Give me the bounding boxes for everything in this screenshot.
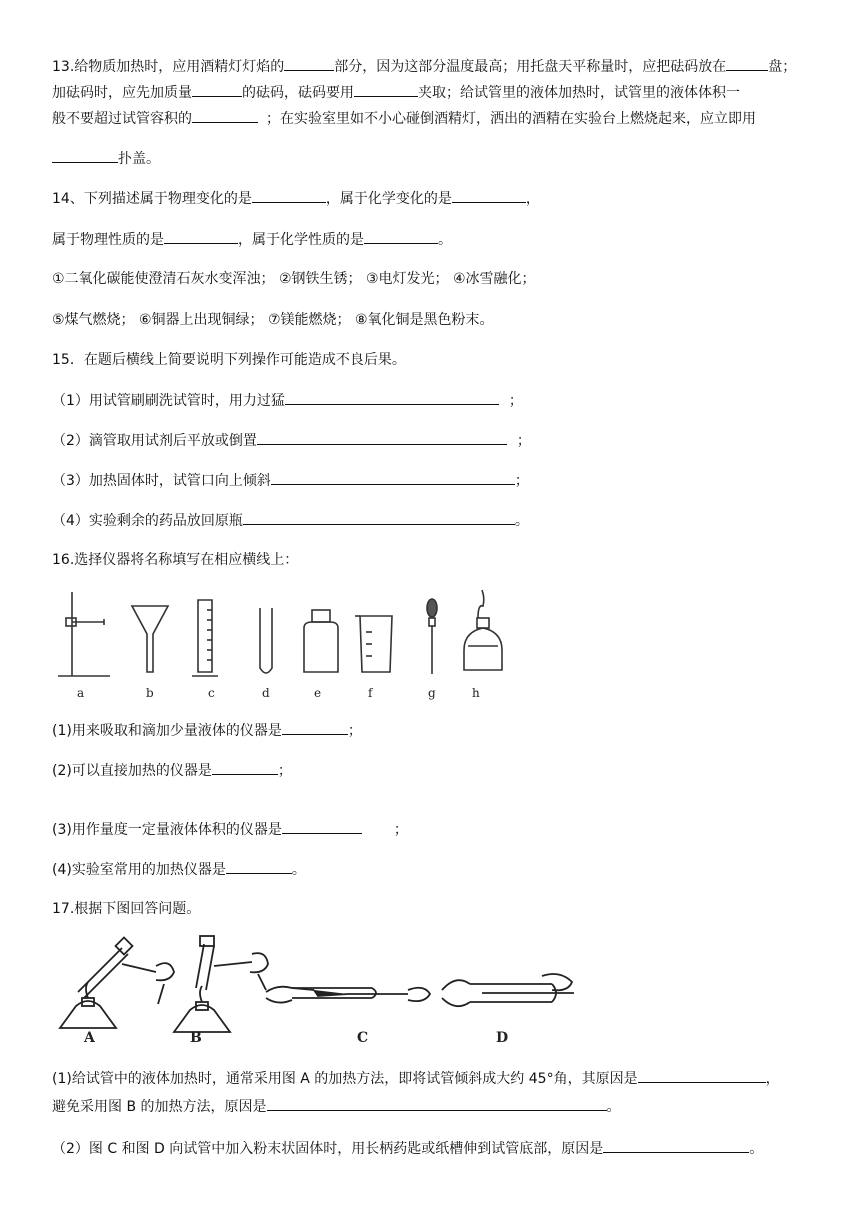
q16-label-e: e <box>314 686 322 700</box>
q16-title: 16.选择仪器将名称填写在相应横线上： <box>52 552 299 568</box>
q13-text-1c: 盘； <box>768 59 797 75</box>
q15-item-2-text: （2）滴管取用试剂后平放或倒置 <box>52 433 257 449</box>
q15-item-3-end: ； <box>514 473 529 489</box>
upright-tube-heating-icon <box>174 936 268 1032</box>
q13-line-3 <box>52 108 756 129</box>
q13-text-2c: 夹取；给试管里的液体加热时，试管里的液体体积一 <box>418 85 740 101</box>
iron-stand-icon <box>58 592 110 676</box>
q16-label-a: a <box>77 686 85 700</box>
q15-blank-4[interactable] <box>243 510 515 525</box>
q16-instruments-figure <box>52 584 532 704</box>
q17-part-2-end: 。 <box>749 1141 764 1157</box>
q13-text-4b: 扑盖。 <box>118 151 160 167</box>
q16-sub-1-text: (1)用来吸取和滴加少量液体的仪器是 <box>52 723 282 739</box>
tilted-tube-heating-icon <box>60 938 174 1028</box>
q13-text-1b: 部分，因为这部分温度最高；用托盘天平称量时，应把砝码放在 <box>334 59 727 75</box>
q16-sub-3 <box>52 819 408 840</box>
q14-blank-chemical-change[interactable] <box>452 188 526 203</box>
q16-blank-1[interactable] <box>282 720 348 735</box>
q16-sub-4 <box>52 859 306 880</box>
alcohol-lamp-icon <box>464 590 502 670</box>
q17-part-1-text: (1)给试管中的液体加热时，通常采用图 A 的加热方法，即将试管倾斜成大约 45°角，其原因是 <box>52 1071 638 1087</box>
q17-part-1-line-2 <box>52 1096 621 1117</box>
q15-item-1-end: ； <box>508 393 523 409</box>
q14-text-1c: ， <box>525 191 540 207</box>
q17-label-C: C <box>357 1030 369 1046</box>
q14-options-1: ①二氧化碳能使澄清石灰水变浑浊； ②钢铁生锈； ③电灯发光； ④冰雪融化； <box>52 271 536 287</box>
q16-sub-3-text: (3)用作量度一定量液体体积的仪器是 <box>52 822 282 838</box>
q16-sub-3-end: ； <box>393 822 408 838</box>
q14-blank-chemical-property[interactable] <box>364 229 438 244</box>
q17-part-1b-text: 避免采用图 B 的加热方法，原因是 <box>52 1099 267 1115</box>
q16-sub-1 <box>52 720 362 741</box>
paper-trough-into-tube-icon <box>442 974 574 1006</box>
q16-label-h: h <box>472 686 480 700</box>
q13-text-1a: 13.给物质加热时，应用酒精灯灯焰的 <box>52 59 285 75</box>
q16-blank-2[interactable] <box>212 760 278 775</box>
q15-item-1-text: （1）用试管刷刷洗试管时，用力过猛 <box>52 393 285 409</box>
q17-part-1-end: ， <box>765 1071 780 1087</box>
q13-text-3a: 般不要超过试管容积的 <box>52 111 192 127</box>
q16-sub-1-end: ； <box>347 723 362 739</box>
q15-blank-2[interactable] <box>257 430 507 445</box>
q16-sub-4-text: (4)实验室常用的加热仪器是 <box>52 862 226 878</box>
q15-item-3 <box>52 470 529 491</box>
measuring-cylinder-icon <box>192 600 218 676</box>
q14-text-2c: 。 <box>438 232 452 248</box>
q16-sub-2-end: ； <box>277 763 292 779</box>
q16-label-f: f <box>368 686 373 700</box>
q13-blank-mass[interactable] <box>192 82 242 97</box>
q15-item-2-end: ； <box>516 433 531 449</box>
q15-item-1 <box>52 390 523 411</box>
spatula-into-tube-icon <box>266 987 430 1003</box>
q13-text-2a: 加砝码时，应先加质量 <box>52 85 192 101</box>
q16-label-g: g <box>428 686 436 700</box>
q16-sub-2 <box>52 760 292 781</box>
q13-blank-cover[interactable] <box>52 148 118 163</box>
funnel-icon <box>132 606 168 672</box>
q13-blank-pan[interactable] <box>726 56 768 71</box>
q17-part-1-line-1 <box>52 1068 780 1089</box>
q14-line-2 <box>52 229 452 250</box>
q17-part-1b-end: 。 <box>606 1099 621 1115</box>
q15-item-4-text: （4）实验剩余的药品放回原瓶 <box>52 513 243 529</box>
q15-item-3-text: （3）加热固体时，试管口向上倾斜 <box>52 473 271 489</box>
q16-label-b: b <box>146 686 154 700</box>
q17-title: 17.根据下图回答问题。 <box>52 901 201 917</box>
q13-blank-flame-part[interactable] <box>284 56 334 71</box>
q14-text-1b: ，属于化学变化的是 <box>325 191 452 207</box>
q14-line-1 <box>52 188 540 209</box>
q14-text-2b: ，属于化学性质的是 <box>238 232 364 248</box>
q16-blank-3[interactable] <box>282 819 362 834</box>
q13-blank-volume[interactable] <box>192 108 258 123</box>
q14-options-2: ⑤煤气燃烧； ⑥铜器上出现铜绿； ⑦镁能燃烧； ⑧氧化铜是黑色粉末。 <box>52 312 494 328</box>
q15-blank-3[interactable] <box>271 470 515 485</box>
q14-text-2a: 属于物理性质的是 <box>52 232 164 248</box>
dropper-icon <box>427 599 437 674</box>
q16-sub-4-end: 。 <box>291 862 306 878</box>
q17-label-A: A <box>84 1030 95 1046</box>
q13-line-2 <box>52 82 740 103</box>
beaker-icon <box>355 616 392 672</box>
q13-blank-tool[interactable] <box>354 82 418 97</box>
q16-label-c: c <box>208 686 215 700</box>
q16-blank-4[interactable] <box>226 859 292 874</box>
q13-text-3b: ；在实验室里如不小心碰倒酒精灯，洒出的酒精在实验台上燃烧起来，应立即用 <box>266 111 756 127</box>
q17-blank-reason-B[interactable] <box>267 1096 607 1111</box>
test-tube-icon <box>260 608 272 673</box>
q15-title: 15．在题后横线上简要说明下列操作可能造成不良后果。 <box>52 352 406 368</box>
q17-heating-figure <box>52 932 582 1040</box>
q17-blank-reason-CD[interactable] <box>603 1138 749 1153</box>
q16-sub-2-text: (2)可以直接加热的仪器是 <box>52 763 212 779</box>
q15-blank-1[interactable] <box>285 390 499 405</box>
q17-blank-reason-A[interactable] <box>638 1068 766 1083</box>
q15-item-4-end: 。 <box>514 513 529 529</box>
reagent-bottle-icon <box>304 610 338 672</box>
q15-item-2 <box>52 430 531 451</box>
q14-blank-physical-change[interactable] <box>252 188 326 203</box>
q14-blank-physical-property[interactable] <box>164 229 238 244</box>
q17-label-D: D <box>496 1030 509 1046</box>
q13-line-1 <box>52 56 796 77</box>
q14-text-1a: 14、下列描述属于物理变化的是 <box>52 191 252 207</box>
q17-part-2-text: （2）图 C 和图 D 向试管中加入粉末状固体时，用长柄药匙或纸槽伸到试管底部，原因是 <box>52 1141 604 1157</box>
q13-text-2b: 的砝码，砝码要用 <box>242 85 354 101</box>
q17-label-B: B <box>190 1030 202 1046</box>
q13-line-4 <box>52 148 160 169</box>
q17-part-2 <box>52 1138 763 1159</box>
q16-label-d: d <box>262 686 270 700</box>
q15-item-4 <box>52 510 529 531</box>
